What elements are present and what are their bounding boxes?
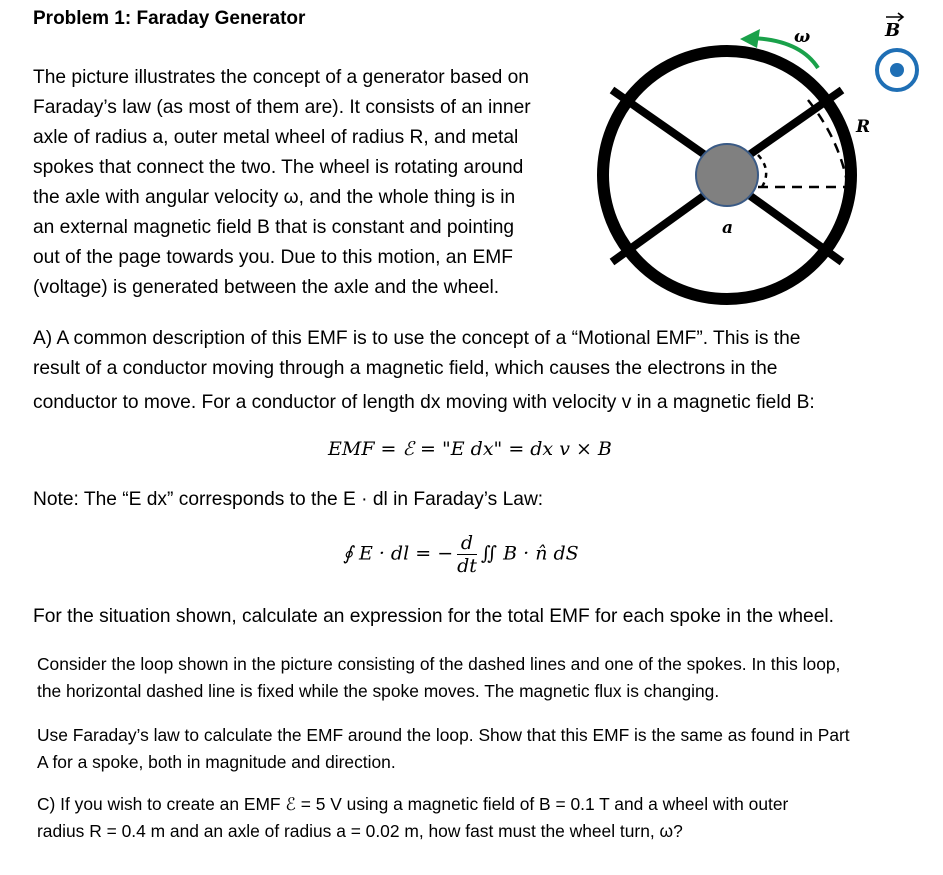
intro-line: out of the page towards you. Due to this motion, an EMF [33, 247, 513, 268]
part-c-paragraph [37, 791, 788, 845]
part-b2-paragraph [37, 722, 850, 776]
spoke [612, 90, 705, 155]
spoke [612, 195, 705, 262]
part-a-paragraph [33, 324, 815, 418]
motional-emf-equation: EMF = ℰ = "E dx" = dx v × B [328, 438, 612, 460]
spoke [749, 90, 842, 155]
omega-label: ω [794, 27, 811, 47]
time-derivative: $\frac{d}{dt}$ [457, 532, 477, 577]
axle [696, 144, 758, 206]
B-field-label: B [885, 20, 901, 41]
spoke [749, 195, 842, 262]
intro-paragraph [33, 63, 531, 303]
part-a-line: result of a conductor moving through a magnetic field, which causes the electrons in the [33, 358, 778, 379]
part-c-line: radius R = 0.4 m and an axle of radius a = 0.02 m, how fast must the wheel turn, ω? [37, 821, 683, 841]
part-a-line: conductor to move. For a conductor of length dx moving with velocity v in a magnetic field B: [33, 392, 815, 413]
part-b-paragraph [37, 651, 840, 705]
intro-line: The picture illustrates the concept of a generator based on [33, 67, 529, 88]
task-a-line: For the situation shown, calculate an expression for the total EMF for each spoke in the wheel. [33, 606, 834, 627]
part-b-line: Consider the loop shown in the picture consisting of the dashed lines and one of the spokes. In this loop, [37, 654, 841, 674]
intro-line: axle of radius a, outer metal wheel of radius R, and metal [33, 127, 519, 148]
intro-line: spokes that connect the two. The wheel is rotating around [33, 157, 524, 178]
intro-line: (voltage) is generated between the axle and the wheel. [33, 277, 500, 298]
problem-title: Problem 1: Faraday Generator [33, 8, 306, 29]
faraday-law-equation: ∮ E · dl = − $\frac{d}{dt}$ ∬ B · n̂ dS [343, 532, 579, 577]
intro-line: Faraday’s law (as most of them are). It consists of an inner [33, 97, 531, 118]
intro-line: an external magnetic field B that is constant and pointing [33, 217, 515, 238]
out-of-page-dot [890, 63, 904, 77]
rotation-arrowhead [740, 29, 760, 48]
note-line: Note: The “E dx” corresponds to the E · dl in Faraday’s Law: [33, 489, 544, 510]
faraday-wheel-diagram [580, 0, 943, 320]
dashed-loop-arc [758, 155, 766, 187]
part-c-line: C) If you wish to create an EMF ℰ = 5 V using a magnetic field of B = 0.1 T and a wheel with outer [37, 794, 789, 814]
part-b2-line: A for a spoke, both in magnitude and direction. [37, 752, 396, 772]
a-label: a [722, 218, 734, 238]
part-b-line: the horizontal dashed line is fixed while the spoke moves. The magnetic flux is changing. [37, 681, 720, 701]
part-a-line: A) A common description of this EMF is to use the concept of a “Motional EMF”. This is the [33, 328, 801, 349]
faraday-rhs: ∬ B · n̂ dS [480, 542, 579, 565]
part-b2-line: Use Faraday’s law to calculate the EMF around the loop. Show that this EMF is the same as found in Part [37, 725, 850, 745]
faraday-lhs: ∮ E · dl = [343, 542, 432, 565]
intro-line: the axle with angular velocity ω, and the whole thing is in [33, 187, 516, 208]
R-label: R [856, 117, 871, 137]
